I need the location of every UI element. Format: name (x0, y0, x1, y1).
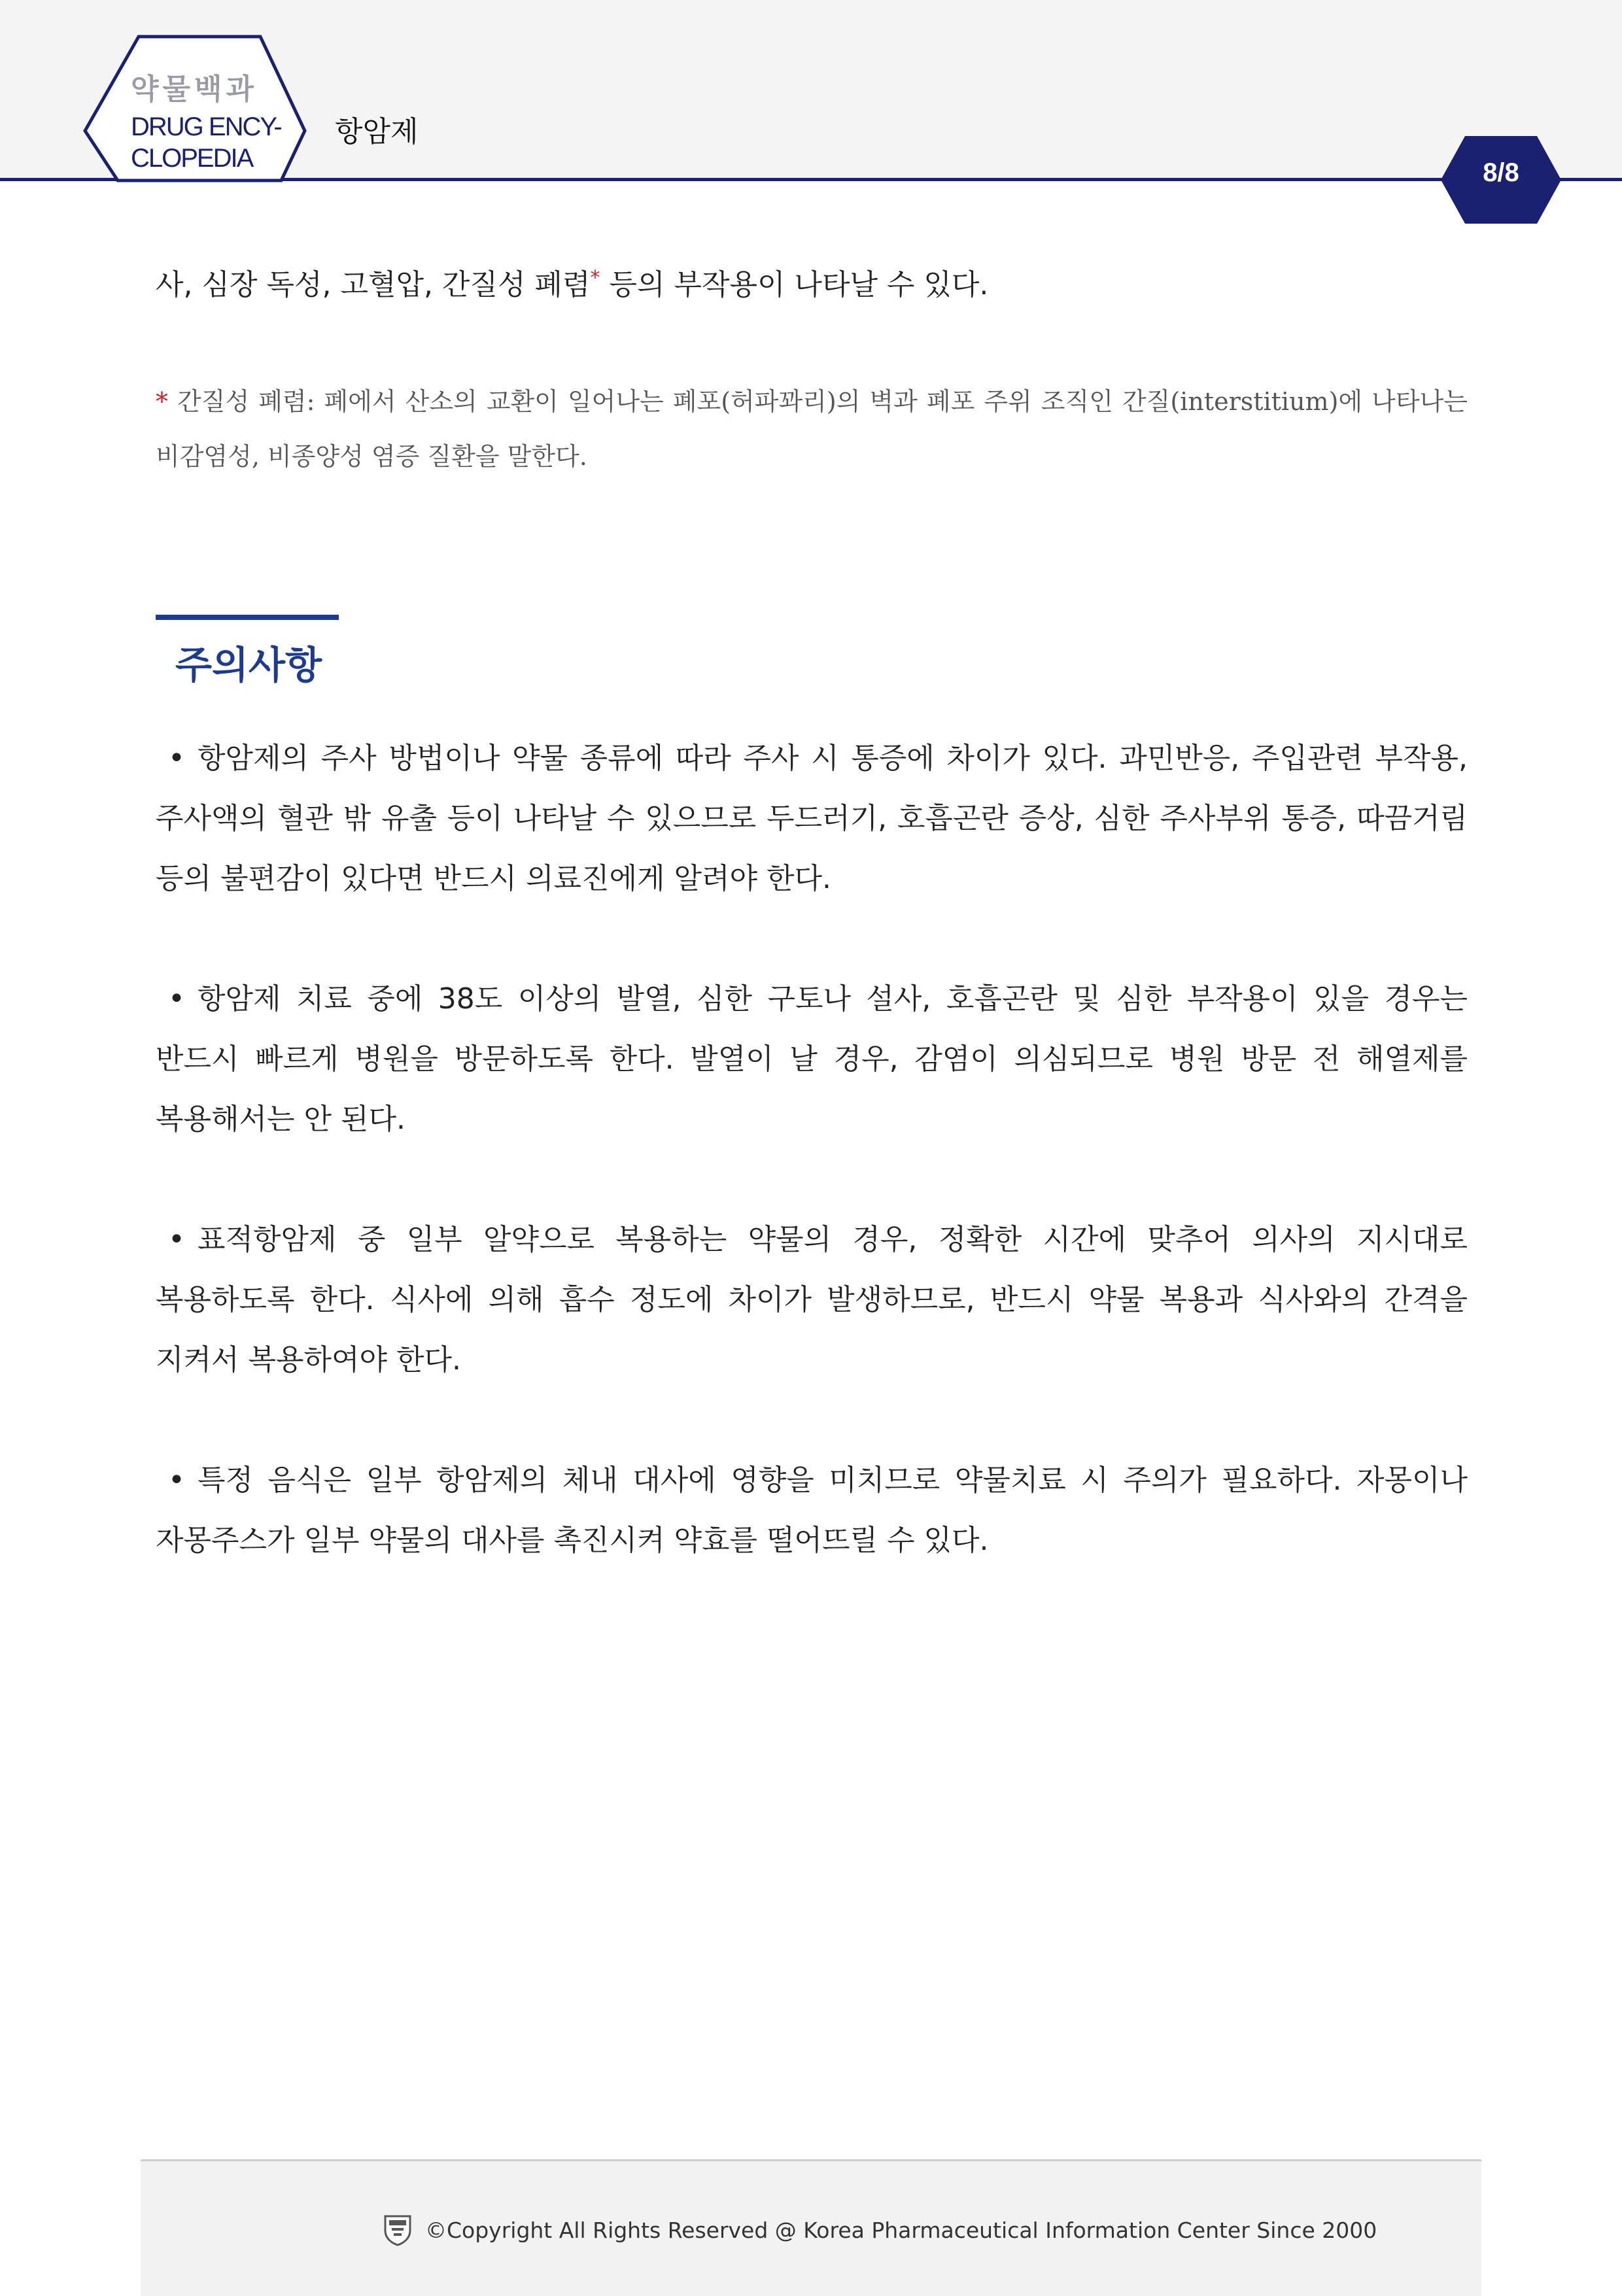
intro-paragraph (156, 255, 1468, 315)
footnote (156, 374, 1468, 484)
section-title-bar (156, 615, 339, 620)
bullet-icon: • (168, 1464, 185, 1497)
page-content (156, 255, 1468, 1631)
footnote-star: * (156, 387, 168, 416)
list-item (156, 1450, 1468, 1571)
bullet-icon: • (168, 742, 185, 775)
section-title: 주의사항 (175, 643, 322, 687)
precautions-list (156, 728, 1468, 1571)
list-item-text: 항암제의 주사 방법이나 약물 종류에 따라 주사 시 통증에 차이가 있다. 과민반응, 주입관련 부작용, 주사액의 혈관 밖 유출 등이 나타날 수 있으므로 두드러기, 호흡곤란 증상, 심한 주사부위 통증, 따끔거림 등의 불편감이 있다면 반드시 의료진에게 알려야 한다. (156, 742, 1468, 895)
logo-english (131, 111, 301, 174)
logo-english-line1: DRUG ENCY- (131, 112, 281, 141)
footnote-text: 간질성 폐렴: 폐에서 산소의 교환이 일어나는 폐포(허파꽈리)의 벽과 폐포 주위 조직인 간질(interstitium)에 나타나는 비감염성, 비종양성 염증 질환을 말한다. (156, 387, 1468, 471)
page-number: 8/8 (1483, 158, 1519, 187)
shield-emblem-icon (383, 2214, 413, 2246)
logo-korean: 약물백과 (131, 73, 258, 106)
intro-text-after: 등의 부작용이 나타날 수 있다. (600, 268, 989, 301)
footnote-marker: * (590, 266, 600, 290)
list-item-text: 항암제 치료 중에 38도 이상의 발열, 심한 구토나 설사, 호흡곤란 및 심한 부작용이 있을 경우는 반드시 빠르게 병원을 방문하도록 한다. 발열이 날 경우, 감염이 의심되므로 병원 방문 전 해열제를 복용해서는 안 된다. (156, 982, 1468, 1136)
list-item (156, 728, 1468, 909)
page-footer (141, 2159, 1481, 2296)
bullet-icon: • (168, 982, 185, 1016)
list-item-text: 특정 음식은 일부 항암제의 체내 대사에 영향을 미치므로 약물치료 시 주의가 필요하다. 자몽이나 자몽주스가 일부 약물의 대사를 촉진시켜 약효를 떨어뜨릴 수 있다. (156, 1464, 1468, 1557)
bullet-icon: • (168, 1223, 185, 1256)
intro-text-before: 사, 심장 독성, 고혈압, 간질성 폐렴 (156, 268, 591, 301)
logo-english-line2: CLOPEDIA (131, 144, 253, 173)
list-item (156, 1210, 1468, 1390)
list-item (156, 969, 1468, 1150)
copyright-text: ©Copyright All Rights Reserved @ Korea Pharmaceutical Information Center Since 2000 (425, 2218, 1377, 2243)
list-item-text: 표적항암제 중 일부 알약으로 복용하는 약물의 경우, 정확한 시간에 맞추어 의사의 지시대로 복용하도록 한다. 식사에 의해 흡수 정도에 차이가 발생하므로, 반드시 약물 복용과 식사와의 간격을 지켜서 복용하여야 한다. (156, 1223, 1468, 1377)
category-title: 항암제 (335, 115, 419, 148)
